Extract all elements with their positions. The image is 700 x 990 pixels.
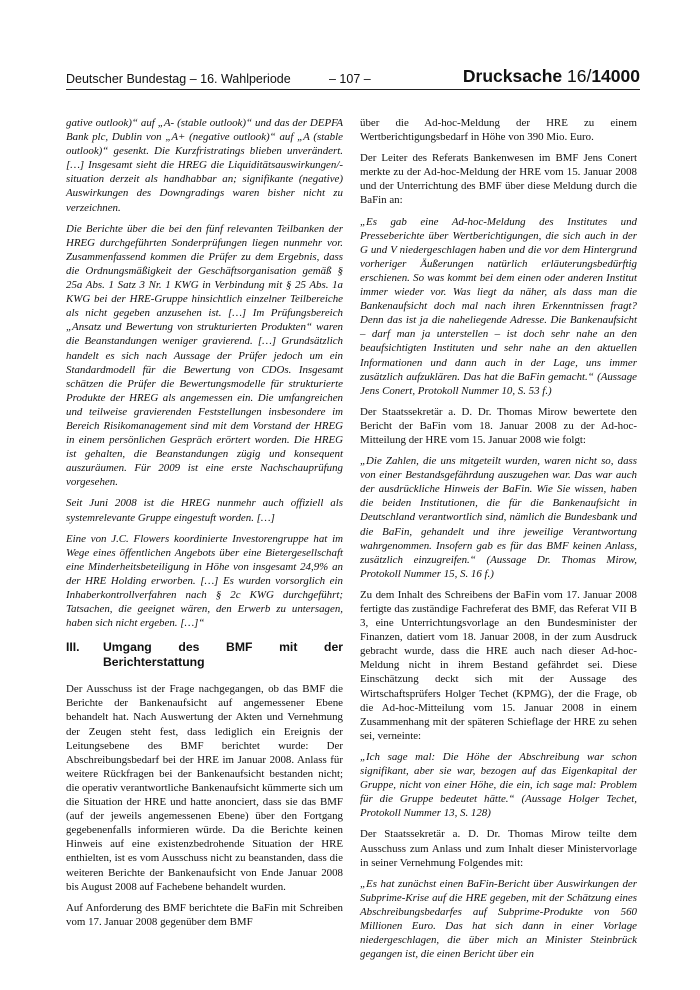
header-publication: Deutscher Bundestag – 16. Wahlperiode bbox=[66, 72, 291, 86]
document-number-bold: 14000 bbox=[591, 66, 640, 86]
quote-paragraph: Eine von J.C. Flowers koordinierte Investorengruppe hat im Wege eines öffentlichen Angebots über eine Bietergesellschaft eine Minderheitsbeteiligung in Höhe von insgesamt 24,9% an der HRE Holding erworben. […] Es wurden vorsorglich ein Inhaberkontrollverfahren nach § 2c KWG durchgeführt; Tatsachen, die geeignet wären, den Erwerb zu untersagen, haben sich nicht ergeben. […]“ bbox=[66, 532, 343, 630]
quote-paragraph: „Ich sage mal: Die Höhe der Abschreibung war schon signifikant, aber sie war, bezogen auf das Eigenkapital der Gruppe, nicht von einer Höhe, die ein, ich sage mal: Problem für die Gruppe bedeutet hätte.“ (Aussage Holger Techet, Protokoll Nummer 13, S. 128) bbox=[360, 750, 637, 820]
quote-paragraph: Seit Juni 2008 ist die HREG nunmehr auch offiziell als systemrelevante Gruppe eingestuft worden. […] bbox=[66, 497, 343, 524]
page-number: – 107 – bbox=[329, 72, 371, 86]
page-header bbox=[66, 60, 640, 90]
document-number bbox=[463, 66, 640, 87]
quote-paragraph: „Es hat zunächst einen BaFin-Bericht über Auswirkungen der Subprime-Krise auf die HRE gegeben, mit der Schätzung eines Abschreibungsbedarfes auf Subprime-Produkte von 560 Millionen Euro. Das hat sich dann in einer Vorlage niedergeschlagen, die über mich an Minister Steinbrück gegangen ist, die einen Bericht über ein bbox=[360, 877, 637, 961]
body-paragraph: Der Staatssekretär a. D. Dr. Thomas Mirow bewertete den Bericht der BaFin vom 18. Januar 2008 zu der Ad-hoc-Mitteilung der HRE vom 15. Januar 2008 wie folgt: bbox=[360, 405, 637, 446]
body-paragraph: über die Ad-hoc-Meldung der HRE zu einem Wertberichtigungsbedarf in Höhe von 390 Mio. Euro. bbox=[360, 117, 637, 144]
document-number-label: Drucksache bbox=[462, 66, 563, 86]
left-column bbox=[66, 116, 343, 936]
document-number-prefix: 16/ bbox=[562, 66, 592, 86]
section-title: Umgang des BMF mit der Berichterstattung bbox=[103, 640, 343, 670]
quote-paragraph: Die Berichte über die bei den fünf relevanten Teilbanken der HREG durchgeführten Sonderprüfungen liegen nunmehr vor. Zusammenfassend kommen die Prüfer zu dem Ergebnis, dass die Ordnungsmäßigkeit der Geschäftsorganisation gemäß § 25a Abs. 1 Satz 3 Nr. 1 KWG in Verbindung mit § 25 Abs. 1a KWG bei der HRE-Gruppe hinsichtlich einzelner Teilbereiche als nicht gegeben anzusehen ist. […] Im Prüfungsbereich „Ansatz und Bewertung von strukturierten Produkten“ waren die Beanstandungen weniger gravierend. […] Grundsätzlich handelt es sich nach Aussage der Prüfer jedoch um ein Standardmodell für die Bewertung von CDOs. Insgesamt schätzen die Prüfer die Bewertungsmodelle für strukturierte Produkte der HREG als angemessen ein. Die umfangreichen und teilweise gravierenden Feststellungen insbesondere im Bereich Risikomanagement sind mit dem Vorstand der HREG in einem persönlichen Gespräch erörtert worden. Die HREG ist gehalten, die Beanstandungen zügig und konsequent auszuräumen. Für 2009 ist eine erste Nachschauprüfung vorgesehen. bbox=[66, 222, 343, 489]
body-paragraph: Der Leiter des Referats Bankenwesen im BMF Jens Conert merkte zu der Ad-hoc-Meldung der HRE vom 15. Januar 2008 und der Unterrichtung des BMF über diese Meldung durch die BaFin an: bbox=[360, 152, 637, 207]
right-column bbox=[360, 116, 637, 968]
quote-paragraph: „Es gab eine Ad-hoc-Meldung des Institutes und Presseberichte über Wertberichtigungen, die sich auch in der G und V niedergeschlagen haben und die vor dem Hintergrund vorheriger Äußerungen natürlich erläuterungsbedürftig erschienen. So was kommt bei dem einen oder anderen Institut immer wieder vor. Was liegt da näher, als dass man die Bankenaufsicht doch mal nach ihren Erkenntnissen fragt? Denn das ist ja die naheliegende Adresse. Die Bankenaufsicht – darf man ja unterstellen – ist doch sehr nahe an den beaufsichtigten Instituten und sehr nahe an den aktuellen Informationen und dann auch in der Lage, uns immer zusätzlich aufzuklären. Das hat die BaFin gemacht.“ (Aussage Jens Conert, Protokoll Nummer 10, S. 53 f.) bbox=[360, 215, 637, 397]
body-paragraph: Der Ausschuss ist der Frage nachgegangen, ob das BMF die Berichte der Bankenaufsicht auf angemessener Ebene behandelt hat. Nach Auswertung der Akten und Vernehmung der Zeugen steht fest, dass lediglich ein Ereignis der Leitungsebene des BMF berichtet wurde: Der Abschreibungsbedarf bei der HRE im Januar 2008. Anlass für weitere Rückfragen bei der Bankenaufsicht bestanden nicht; die operativ verantwortliche Bankenaufsicht kümmerte sich um die Situation der HRE und hatte anonciert, dass sie das BMF (auf der jeweils angemessenen Ebene) über den Fortgang gegebenenfalls informieren würde. Da die Berichte keinen Hinweis auf eine existenzbedrohende Situation der HRE enthielten, ist es vom Ausschuss nicht zu beanstanden, dass die weiteren Berichte der Bankenaufsicht von Ende Januar 2008 bis August 2008 auf Fachebene behandelt wurden. bbox=[66, 683, 344, 893]
section-heading bbox=[66, 640, 343, 670]
body-paragraph: Der Staatssekretär a. D. Dr. Thomas Mirow teilte dem Ausschuss zum Anlass und zum Inhalt dieser Ministervorlage in seiner Vernehmung Folgendes mit: bbox=[360, 828, 637, 869]
quote-paragraph: „Die Zahlen, die uns mitgeteilt wurden, waren nicht so, dass von einer Bestandsgefährdung auszugehen war. Das war auch der ausdrückliche Hinweis der BaFin. Wie Sie wissen, haben die beiden Institutionen, die für die Bankenaufsicht in Deutschland verantwortlich sind, nämlich die Bundesbank und die BaFin, gehandelt und ihre jeweilige Verantwortung wahrgenommen. Insofern gab es für das BMF keinen Anlass, zusätzlich einzugreifen.“ (Aussage Dr. Thomas Mirow, Protokoll Nummer 15, S. 16 f.) bbox=[360, 455, 637, 580]
body-paragraph: Auf Anforderung des BMF berichtete die BaFin mit Schreiben vom 17. Januar 2008 gegenüber dem BMF bbox=[66, 901, 343, 928]
section-number: III. bbox=[66, 640, 80, 655]
quote-paragraph: gative outlook)“ auf „A- (stable outlook)“ und das der DEPFA Bank plc, Dublin von „A+ (negative outlook)“ auf „A (stable outlook)“ gesenkt. Die Kurzfristratings blieben unverändert. […] Insgesamt sieht die HREG die Liquiditätsauswirkungen/-situation derzeit als handhabbar an; signifikante (negative) Auswirkungen des Downgradings waren bisher nicht zu verzeichnen. bbox=[66, 117, 343, 214]
body-paragraph: Zu dem Inhalt des Schreibens der BaFin vom 17. Januar 2008 fertigte das zuständige Fachreferat des BMF, das Referat VII B 3, eine Unterrichtungsvorlage an den Bundesminister der Finanzen, datiert vom 18. Januar 2008, in der zum Ausdruck gebracht wurde, dass die HRE auch nach dieser Ad-hoc-Meldung nicht in ihrem Bestand gefährdet sei. Diese Einschätzung deckt sich mit der Aussage des Wirtschaftsprüfers Holger Techet (KPMG), der die Frage, ob die Ad-hoc-Mitteilung vom 15. Januar 2008 in einem Zusammenhang mit der späteren Schieflage der HRE zu sehen sei, verneinte: bbox=[360, 588, 637, 742]
